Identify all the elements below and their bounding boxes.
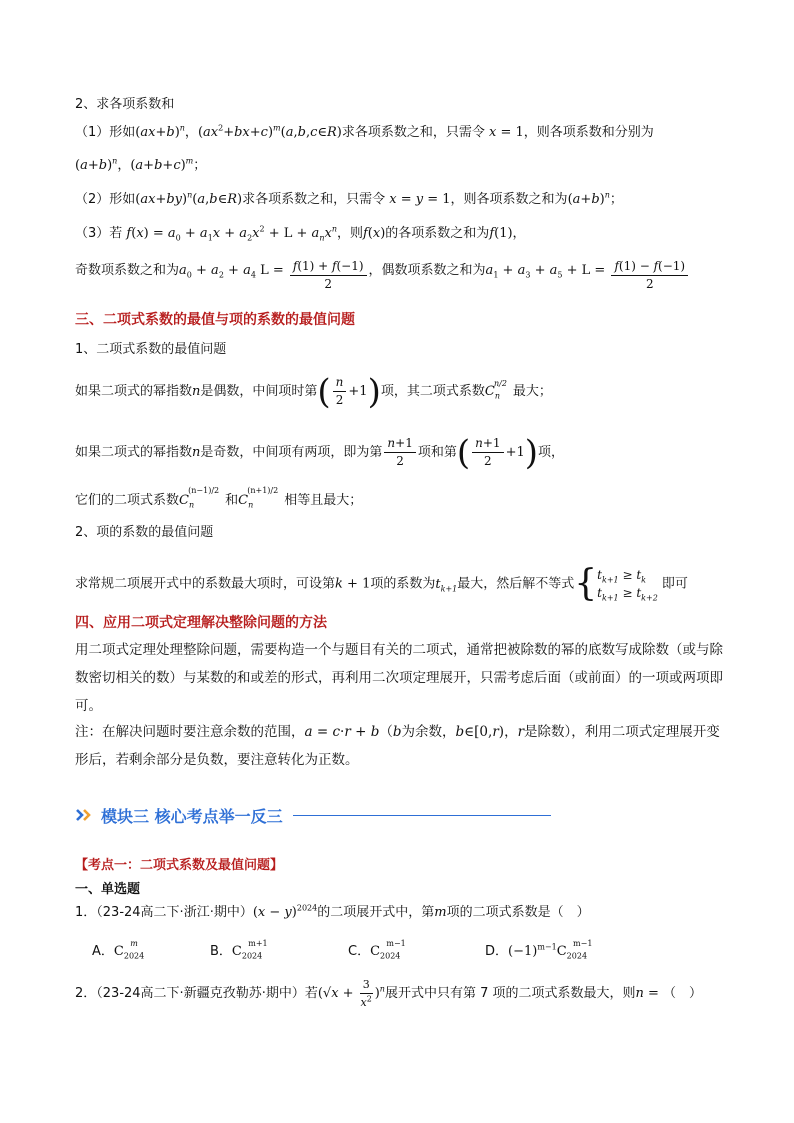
section3-odd-case: 如果二项式的幂指数n是奇数，中间项有两项，即为第 $\frac{n+1}{2}$ 项和第( $\frac{n+1}{2}$ +1)项， xyxy=(75,432,565,473)
section3-sub1: 1、二项式系数的最值问题 xyxy=(75,342,227,357)
q1-option-b[interactable]: B．$C_{2024}^{m+1}$ xyxy=(210,938,268,961)
section2-item1: （1）形如$(ax+b)^n$，$(ax^2+bx+c)^m(a,b,c\in R)$求各项系数之和，只需令 x = 1，则各项系数和分别为 xyxy=(75,123,654,140)
section2-heading: 2、求各项系数和 xyxy=(75,97,175,112)
q1-option-a[interactable]: A．$C_{2024}^m$ xyxy=(92,938,145,961)
question-1: 1．（23-24高二下·浙江·期中）$(x - y)^{2024}$的二项展开式中，第m项的二项式系数是（ ） xyxy=(75,903,590,920)
module-divider xyxy=(293,815,551,816)
section2-item2: （2）形如$(ax+by)^n(a,b\in R)$求各项系数之和，只需令 x = y = 1，则各项系数之和为$(a+b)^n$； xyxy=(75,190,623,207)
section4-note: 注：在解决问题时要注意余数的范围，a = c·r + b（b为余数，b∈[0,r)，r是除数），利用二项式定理展开变形后，若剩余部分是负数，要注意转化为正数。 xyxy=(75,724,720,768)
section4-paragraph: 用二项式定理处理整除问题，需要构造一个与题目有关的二项式，通常把被除数的幂的底数写成除数（或与除数密切相关的数）与某数的和或差的形式，再利用二次项定理展开，只需考虑后面（或前面）的一项或两项即可。 xyxy=(75,642,723,714)
module-header xyxy=(75,802,551,828)
module-title: 模块三 核心考点举一反三 xyxy=(101,806,283,826)
section3-even-case: 如果二项式的幂指数n是偶数，中间项时第( $\frac{n}{2}$ +1)项，其二项式系数$C_n^{n/2}$最大； xyxy=(75,371,552,412)
kaodian-heading: 【考点一：二项式系数及最值问题】 xyxy=(75,858,284,873)
section4-title: 四、应用二项式定理解决整除问题的方法 xyxy=(75,615,327,631)
section2-odd-even: 奇数项系数之和为$a_0 + a_2 + a_4$ L = $\frac{f(1) + f(-1)}{2}$ ，偶数项系数之和为$a_1 + a_3 + a_5 + L$ = $\frac{f(1) - f(-1)}{2}$ xyxy=(75,258,690,293)
q1-option-c[interactable]: C．$C_{2024}^{m-1}$ xyxy=(348,938,406,961)
section2-item1-result: $(a+b)^n$，$(a+b+c)^m$； xyxy=(75,156,207,173)
section3-coef-max: 求常规二项展开式中的系数最大项时，可设第k + 1项的系数为$t_{k+1}$最大，然后解不等式{ $t_{k+1} \ge t_k$ $t_{k+1} \ge t_{k+2}$ 即可 xyxy=(75,563,688,604)
section3-title: 三、二项式系数的最值与项的系数的最值问题 xyxy=(75,312,355,328)
double-chevron-icon xyxy=(75,808,95,822)
section2-item3: （3）若 $f(x) = a_0 + a_1x + a_2x^2 + L + a_nx^n$，则f(x)的各项系数之和为f(1)， xyxy=(75,224,526,243)
question-2: 2．（23-24高二下·新疆克孜勒苏·期中）若(√x + $\frac{3}{x^2}$ )$^n$展开式中只有第 7 项的二项式系数最大，则n = （ ） xyxy=(75,978,703,1009)
single-choice-heading: 一、单选题 xyxy=(75,882,141,897)
section3-sub2: 2、项的系数的最值问题 xyxy=(75,525,214,540)
q1-option-d[interactable]: D．$(-1)^{m-1}C_{2024}^{m-1}$ xyxy=(485,938,593,961)
section3-their-coef: 它们的二项式系数$C_n^{(n-1)/2}$和$C_n^{(n+1)/2}$相等且最大； xyxy=(75,485,363,510)
